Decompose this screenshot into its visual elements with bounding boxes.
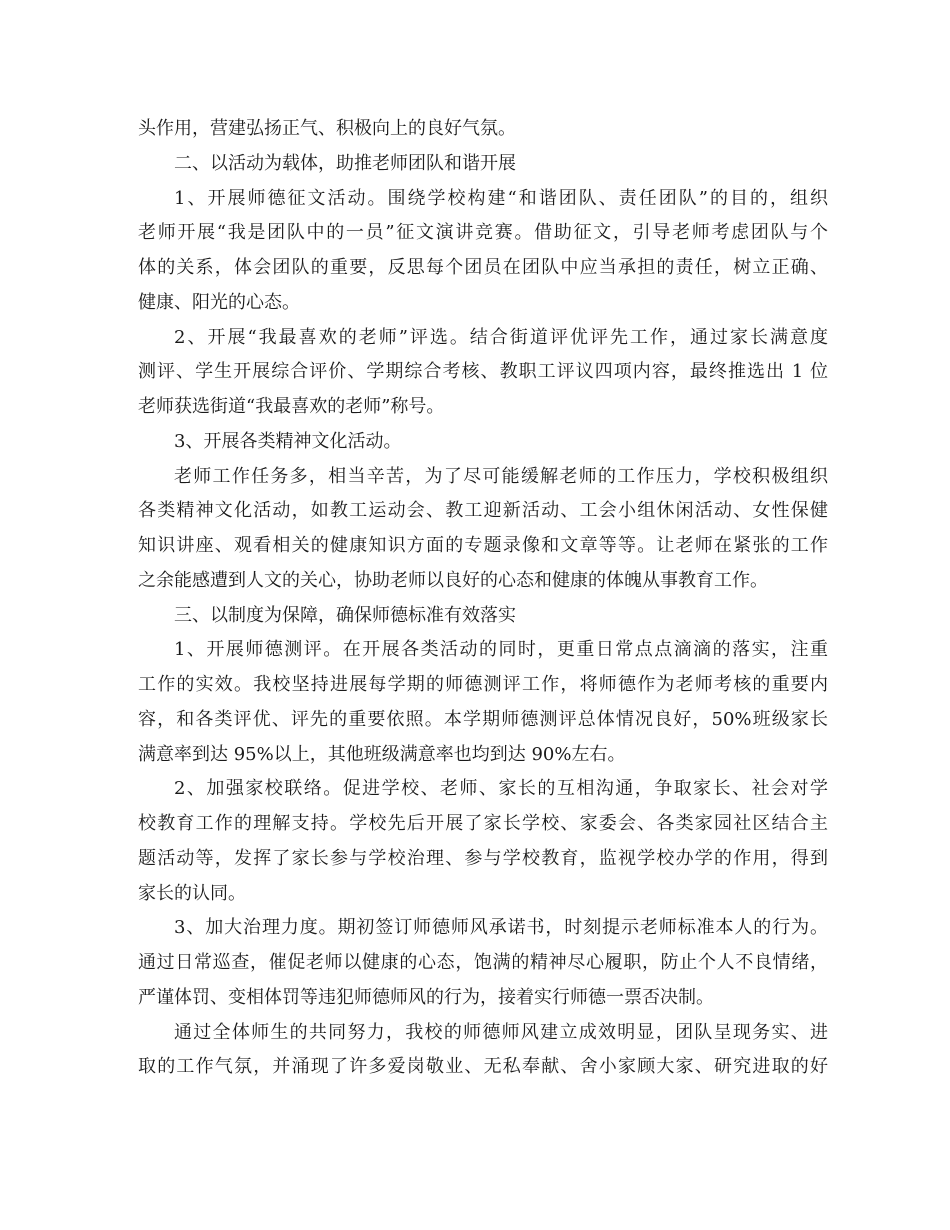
text-line: 体的关系，体会团队的重要，反思每个团员在团队中应当承担的责任，树立正确、 [138, 257, 828, 278]
text-line: 容，和各类评优、评先的重要依照。本学期师德测评总体情况良好，50%班级家长 [138, 708, 828, 730]
text-line: 之余能感遭到人文的关心，协助老师以良好的心态和健康的体魄从事教育工作。 [138, 569, 768, 591]
text-line: 满意率到达 95%以上，其他班级满意率也均到达 90%左右。 [138, 743, 626, 765]
text-line: 通过全体师生的共同努力，我校的师德师风建立成效明显，团队呈现务实、进 [174, 1021, 828, 1043]
text-line: 老师工作任务多，相当辛苦，为了尽可能缓解老师的工作压力，学校积极组织 [174, 465, 828, 487]
text-line: 健康、阳光的心态。 [138, 291, 300, 313]
text-line: 各类精神文化活动，如教工运动会、教工迎新活动、工会小组休闲活动、女性保健 [138, 500, 828, 522]
text-line: 老师开展“我是团队中的一员”征文演讲竞赛。借助征文，引导老师考虑团队与个 [138, 222, 828, 244]
text-line: 二、以活动为载体，助推老师团队和谐开展 [174, 152, 516, 174]
text-line: 三、以制度为保障，确保师德标准有效落实 [174, 604, 516, 626]
text-line: 测评、学生开展综合评价、学期综合考核、教职工评议四项内容，最终推选出 1 位 [138, 361, 828, 383]
text-line: 1、开展师德测评。在开展各类活动的同时，更重日常点点滴滴的落实，注重 [174, 639, 828, 661]
text-line: 家长的认同。 [138, 882, 246, 904]
text-line: 校教育工作的理解支持。学校先后开展了家长学校、家委会、各类家园社区结合主 [138, 813, 828, 834]
text-line: 3、加大治理力度。期初签订师德师风承诺书，时刻提示老师标准本人的行为。 [174, 917, 828, 939]
text-line: 2、加强家校联络。促进学校、老师、家长的互相沟通，争取家长、社会对学 [174, 778, 828, 800]
text-line: 3、开展各类精神文化活动。 [174, 430, 402, 452]
text-line: 严谨体罚、变相体罚等违犯师德师风的行为，接着实行师德一票否决制。 [138, 986, 714, 1008]
text-line: 1、开展师德征文活动。围绕学校构建“和谐团队、责任团队”的目的，组织 [174, 187, 828, 209]
text-line: 老师获选街道“我最喜欢的老师”称号。 [138, 396, 445, 417]
text-line: 取的工作气氛，并涌现了许多爱岗敬业、无私奉献、舍小家顾大家、研究进取的好 [138, 1056, 828, 1078]
text-line: 知识讲座、观看相关的健康知识方面的专题录像和文章等等。让老师在紧张的工作 [138, 535, 828, 556]
text-line: 题活动等，发挥了家长参与学校治理、参与学校教育，监视学校办学的作用，得到 [138, 847, 828, 869]
text-line: 工作的实效。我校坚持进展每学期的师德测评工作，将师德作为老师考核的重要内 [138, 674, 828, 695]
text-line: 通过日常巡查，催促老师以健康的心态，饱满的精神尽心履职，防止个人不良情绪， [138, 952, 828, 973]
text-line: 头作用，营建弘扬正气、积极向上的良好气氛。 [138, 118, 516, 139]
document-body [138, 112, 828, 1085]
text-line: 2、开展“我最喜欢的老师”评选。结合街道评优评先工作，通过家长满意度 [174, 326, 828, 348]
